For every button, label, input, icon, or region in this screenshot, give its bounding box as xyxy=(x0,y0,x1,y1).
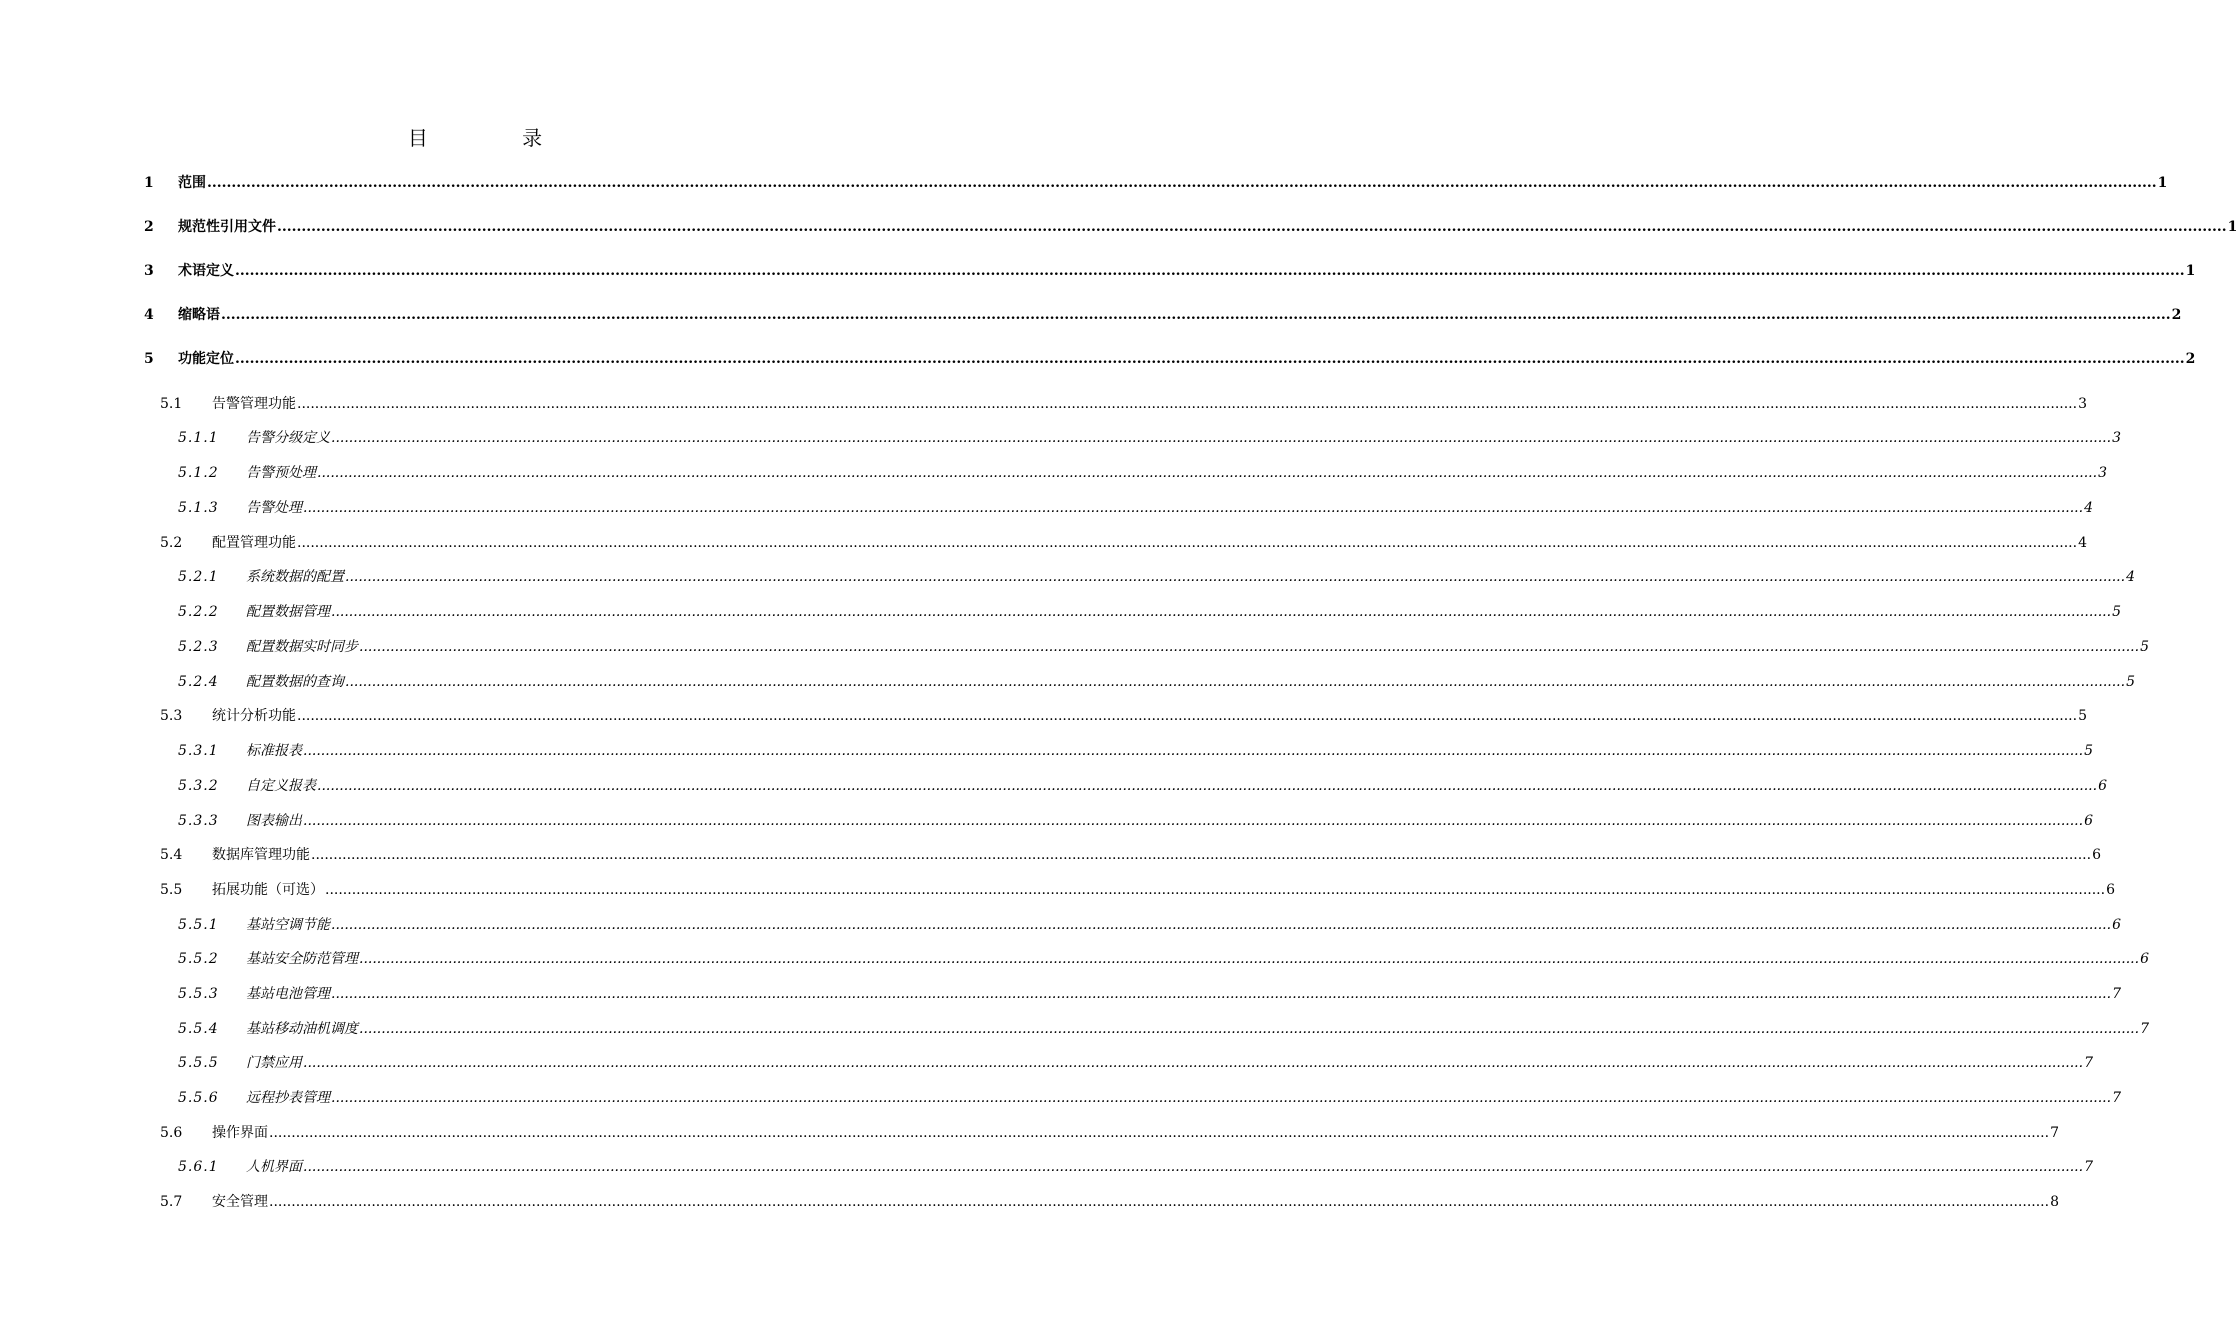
toc-entry-page-number: 3 xyxy=(2098,465,2107,481)
toc-entry-page-number: 4 xyxy=(2084,500,2093,516)
toc-dot-leader: ................................................................................................................................................................................................................................................................................................................................................................................................................ xyxy=(303,1159,2084,1175)
toc-entry[interactable] xyxy=(178,566,2135,588)
toc-dot-leader: ................................................................................................................................................................................................................................................................................................................................................................................................................ xyxy=(331,604,2112,620)
toc-entry-title: 基站电池管理 xyxy=(246,986,330,1002)
toc-dot-leader: ................................................................................................................................................................................................................................................................................................................................................................................................................ xyxy=(297,708,2078,724)
toc-entry-title: 配置数据实时同步 xyxy=(246,639,358,655)
toc-dot-leader: ................................................................................................................................................................................................................................................................................................................................................................................................................ xyxy=(297,396,2078,412)
toc-entry-number: 5.5.3 xyxy=(178,986,219,1002)
toc-entry-page-number: 2 xyxy=(2171,307,2182,323)
toc-dot-leader: ................................................................................................................................................................................................................................................................................................................................................................................................................ xyxy=(269,1125,2050,1141)
toc-entry-page-number: 2 xyxy=(2185,351,2196,367)
toc-entry-title: 自定义报表 xyxy=(246,778,316,794)
toc-entry[interactable] xyxy=(144,260,2196,282)
toc-entry-title: 术语定义 xyxy=(178,263,234,279)
toc-entry[interactable] xyxy=(178,914,2121,936)
toc-entry-title: 基站空调节能 xyxy=(246,917,330,933)
toc-entry-title: 数据库管理功能 xyxy=(212,847,310,863)
toc-entry-title: 安全管理 xyxy=(212,1194,268,1210)
toc-entry-page-number: 6 xyxy=(2098,778,2107,794)
toc-dot-leader: ................................................................................................................................................................................................................................................................................................................................................................................................................ xyxy=(317,465,2098,481)
toc-entry-number: 5.3 xyxy=(160,708,183,724)
toc-entry[interactable] xyxy=(178,636,2149,658)
toc-entry-number: 2 xyxy=(144,219,154,235)
toc-entry[interactable] xyxy=(178,671,2135,693)
toc-entry[interactable] xyxy=(178,1087,2121,1109)
toc-entry-page-number: 1 xyxy=(2185,263,2196,279)
toc-entry-number: 5.5.4 xyxy=(178,1021,219,1037)
toc-entry-number: 5.2 xyxy=(160,535,183,551)
toc-entry-title: 配置数据管理 xyxy=(246,604,330,620)
toc-dot-leader: ................................................................................................................................................................................................................................................................................................................................................................................................................ xyxy=(235,351,2185,367)
toc-entry[interactable] xyxy=(144,304,2182,326)
toc-entry[interactable] xyxy=(160,1122,2059,1144)
toc-entry-page-number: 3 xyxy=(2078,396,2087,412)
toc-entry-number: 5.3.2 xyxy=(178,778,219,794)
toc-entry-title: 缩略语 xyxy=(178,307,220,323)
toc-entry-title: 规范性引用文件 xyxy=(178,219,276,235)
toc-dot-leader: ................................................................................................................................................................................................................................................................................................................................................................................................................ xyxy=(331,430,2112,446)
toc-entry-number: 5.3.3 xyxy=(178,813,219,829)
toc-entry-page-number: 5 xyxy=(2140,639,2149,655)
toc-entry[interactable] xyxy=(144,348,2196,370)
toc-entry[interactable] xyxy=(178,427,2121,449)
toc-entry-number: 5.2.1 xyxy=(178,569,219,585)
toc-entry[interactable] xyxy=(160,879,2115,901)
toc-entry-title: 图表输出 xyxy=(246,813,302,829)
toc-entry-title: 操作界面 xyxy=(212,1125,268,1141)
toc-entry-title: 拓展功能（可选） xyxy=(212,882,324,898)
toc-dot-leader: ................................................................................................................................................................................................................................................................................................................................................................................................................ xyxy=(207,175,2157,191)
toc-entry-number: 5.5.1 xyxy=(178,917,219,933)
toc-entry-number: 5.3.1 xyxy=(178,743,219,759)
toc-entry-number: 5.1.2 xyxy=(178,465,219,481)
toc-dot-leader: ................................................................................................................................................................................................................................................................................................................................................................................................................ xyxy=(345,569,2126,585)
toc-entry[interactable] xyxy=(160,844,2101,866)
toc-dot-leader: ................................................................................................................................................................................................................................................................................................................................................................................................................ xyxy=(331,986,2112,1002)
toc-entry[interactable] xyxy=(178,810,2093,832)
toc-entry-number: 5.5 xyxy=(160,882,183,898)
toc-entry-number: 5 xyxy=(144,351,154,367)
toc-entry-title: 基站移动油机调度 xyxy=(246,1021,358,1037)
toc-dot-leader: ................................................................................................................................................................................................................................................................................................................................................................................................................ xyxy=(359,1021,2140,1037)
toc-entry[interactable] xyxy=(144,216,2237,238)
toc-dot-leader: ................................................................................................................................................................................................................................................................................................................................................................................................................ xyxy=(331,917,2112,933)
toc-entry-page-number: 6 xyxy=(2092,847,2101,863)
toc-entry-page-number: 4 xyxy=(2078,535,2087,551)
toc-dot-leader: ................................................................................................................................................................................................................................................................................................................................................................................................................ xyxy=(297,535,2078,551)
toc-dot-leader: ................................................................................................................................................................................................................................................................................................................................................................................................................ xyxy=(303,743,2084,759)
toc-entry[interactable] xyxy=(160,1191,2059,1213)
toc-dot-leader: ................................................................................................................................................................................................................................................................................................................................................................................................................ xyxy=(221,307,2171,323)
toc-entry[interactable] xyxy=(178,497,2093,519)
toc-entry-title: 功能定位 xyxy=(178,351,234,367)
toc-dot-leader: ................................................................................................................................................................................................................................................................................................................................................................................................................ xyxy=(269,1194,2050,1210)
toc-entry-page-number: 7 xyxy=(2140,1021,2149,1037)
toc-entry[interactable] xyxy=(144,172,2168,194)
toc-entry[interactable] xyxy=(178,1052,2093,1074)
toc-entry-title: 告警处理 xyxy=(246,500,302,516)
toc-entry-number: 5.1.1 xyxy=(178,430,219,446)
toc-entry-title: 告警预处理 xyxy=(246,465,316,481)
toc-dot-leader: ................................................................................................................................................................................................................................................................................................................................................................................................................ xyxy=(331,1090,2112,1106)
toc-entry[interactable] xyxy=(178,983,2121,1005)
toc-entry-number: 1 xyxy=(144,175,154,191)
toc-entry-page-number: 5 xyxy=(2126,674,2135,690)
toc-entry-title: 远程抄表管理 xyxy=(246,1090,330,1106)
toc-entry-page-number: 7 xyxy=(2112,1090,2121,1106)
toc-entry-number: 5.1.3 xyxy=(178,500,219,516)
toc-entry-number: 5.6.1 xyxy=(178,1159,219,1175)
toc-entry-page-number: 7 xyxy=(2050,1125,2059,1141)
toc-entry-page-number: 6 xyxy=(2140,951,2149,967)
toc-dot-leader: ................................................................................................................................................................................................................................................................................................................................................................................................................ xyxy=(235,263,2185,279)
toc-dot-leader: ................................................................................................................................................................................................................................................................................................................................................................................................................ xyxy=(311,847,2092,863)
toc-entry-page-number: 5 xyxy=(2084,743,2093,759)
toc-entry-title: 告警分级定义 xyxy=(246,430,330,446)
toc-dot-leader: ................................................................................................................................................................................................................................................................................................................................................................................................................ xyxy=(303,813,2084,829)
toc-dot-leader: ................................................................................................................................................................................................................................................................................................................................................................................................................ xyxy=(325,882,2106,898)
toc-entry-number: 5.2.3 xyxy=(178,639,219,655)
toc-dot-leader: ................................................................................................................................................................................................................................................................................................................................................................................................................ xyxy=(317,778,2098,794)
toc-entry-page-number: 5 xyxy=(2112,604,2121,620)
toc-entry-page-number: 7 xyxy=(2084,1159,2093,1175)
toc-entry-number: 5.2.2 xyxy=(178,604,219,620)
toc-entry-number: 4 xyxy=(144,307,154,323)
toc-entry-title: 告警管理功能 xyxy=(212,396,296,412)
toc-dot-leader: ................................................................................................................................................................................................................................................................................................................................................................................................................ xyxy=(359,639,2140,655)
toc-entry-page-number: 7 xyxy=(2112,986,2121,1002)
toc-entry[interactable] xyxy=(178,948,2149,970)
toc-entry-page-number: 7 xyxy=(2084,1055,2093,1071)
toc-entry-number: 5.4 xyxy=(160,847,183,863)
toc-entry-number: 5.5.5 xyxy=(178,1055,219,1071)
toc-entry-page-number: 6 xyxy=(2106,882,2115,898)
toc-entry-title: 配置管理功能 xyxy=(212,535,296,551)
toc-entry-title: 配置数据的查询 xyxy=(246,674,344,690)
toc-title: 目 录 xyxy=(407,126,587,150)
toc-entry[interactable] xyxy=(160,532,2087,554)
toc-entry-number: 5.7 xyxy=(160,1194,183,1210)
toc-entry-page-number: 4 xyxy=(2126,569,2135,585)
toc-entry[interactable] xyxy=(178,740,2093,762)
toc-entry-title: 基站安全防范管理 xyxy=(246,951,358,967)
toc-entry-page-number: 1 xyxy=(2157,175,2168,191)
toc-entry-number: 5.5.6 xyxy=(178,1090,219,1106)
toc-dot-leader: ................................................................................................................................................................................................................................................................................................................................................................................................................ xyxy=(277,219,2227,235)
toc-dot-leader: ................................................................................................................................................................................................................................................................................................................................................................................................................ xyxy=(345,674,2126,690)
toc-entry-page-number: 6 xyxy=(2084,813,2093,829)
toc-entry[interactable] xyxy=(160,393,2087,415)
toc-dot-leader: ................................................................................................................................................................................................................................................................................................................................................................................................................ xyxy=(303,1055,2084,1071)
toc-entry-title: 门禁应用 xyxy=(246,1055,302,1071)
toc-entry-number: 5.5.2 xyxy=(178,951,219,967)
toc-entry-title: 系统数据的配置 xyxy=(246,569,344,585)
toc-entry-number: 5.2.4 xyxy=(178,674,219,690)
toc-entry[interactable] xyxy=(178,462,2107,484)
toc-entry[interactable] xyxy=(178,1018,2149,1040)
toc-entry[interactable] xyxy=(178,1156,2093,1178)
toc-entry[interactable] xyxy=(160,705,2087,727)
toc-entry-page-number: 3 xyxy=(2112,430,2121,446)
toc-entry-title: 范围 xyxy=(178,175,206,191)
toc-entry-page-number: 8 xyxy=(2050,1194,2059,1210)
toc-entry-page-number: 6 xyxy=(2112,917,2121,933)
toc-entry-title: 统计分析功能 xyxy=(212,708,296,724)
toc-dot-leader: ................................................................................................................................................................................................................................................................................................................................................................................................................ xyxy=(303,500,2084,516)
toc-entry[interactable] xyxy=(178,775,2107,797)
toc-entry-number: 5.6 xyxy=(160,1125,183,1141)
toc-entry-number: 3 xyxy=(144,263,154,279)
toc-entry[interactable] xyxy=(178,601,2121,623)
toc-entry-title: 标准报表 xyxy=(246,743,302,759)
toc-entry-title: 人机界面 xyxy=(246,1159,302,1175)
toc-entry-number: 5.1 xyxy=(160,396,183,412)
toc-entry-page-number: 5 xyxy=(2078,708,2087,724)
toc-dot-leader: ................................................................................................................................................................................................................................................................................................................................................................................................................ xyxy=(359,951,2140,967)
toc-entry-page-number: 1 xyxy=(2227,219,2237,235)
